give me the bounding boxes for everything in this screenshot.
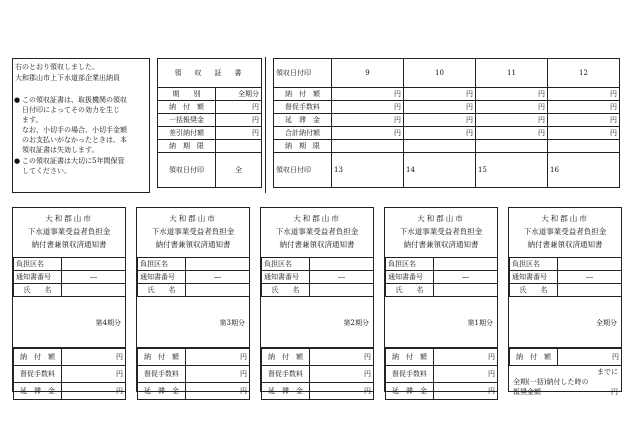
district-label: 負担区名 — [510, 258, 558, 271]
grid-row-label: 督促手数料 — [274, 101, 332, 114]
notice-label: 通知書番号 — [138, 271, 186, 284]
stamp-top-label: 領収日付印 — [274, 59, 332, 88]
late-label: 延 滞 金 — [262, 383, 310, 400]
fee-value: 円 — [186, 366, 250, 383]
perforation-line — [265, 57, 266, 193]
grid-cell — [404, 140, 476, 153]
notice-value: ― — [558, 271, 622, 284]
name-label: 氏 名 — [14, 284, 62, 297]
card-city: 大和郡山市 — [169, 214, 217, 223]
period-label: 第4期分 — [95, 319, 121, 327]
grid-cell: 円 — [404, 127, 476, 140]
card-title2: 納付書兼領収済通知書 — [155, 240, 231, 249]
grid-cell: 円 — [332, 127, 404, 140]
card-city: 大和郡山市 — [45, 214, 93, 223]
note-line2: 大和郡山市上下水道部企業出納員 — [15, 74, 120, 82]
card-header — [137, 208, 249, 257]
period-area — [385, 297, 497, 348]
receipt-table — [157, 58, 262, 188]
stamp-top-number: 11 — [476, 59, 548, 88]
notice-value: ― — [310, 271, 374, 284]
period-area — [13, 297, 125, 348]
lump-sum-area — [509, 366, 621, 398]
card-title1: 下水道事業受益者負担金 — [27, 227, 111, 236]
lump-value: 円 — [611, 388, 618, 396]
fee-value: 円 — [310, 366, 374, 383]
amount-label: 納 付 額 — [158, 101, 216, 114]
lump-label-b: 報奨金額 — [513, 388, 541, 396]
period-label: 全期分 — [596, 319, 617, 327]
amount-label: 納 付 額 — [262, 349, 310, 366]
grid-cell: 円 — [404, 114, 476, 127]
lump-reward-value: 円 — [216, 114, 262, 127]
name-label: 氏 名 — [262, 284, 310, 297]
notice-value: ― — [186, 271, 250, 284]
payment-card-1 — [384, 207, 498, 395]
late-label: 延 滞 金 — [138, 383, 186, 400]
stamp-grid — [273, 58, 620, 188]
late-value: 円 — [186, 383, 250, 400]
payment-card-2 — [260, 207, 374, 395]
net-amount-value: 円 — [216, 127, 262, 140]
grid-cell: 円 — [404, 88, 476, 101]
amount-value: 円 — [216, 101, 262, 114]
period-label: 第3期分 — [219, 319, 245, 327]
late-label: 延 滞 金 — [386, 383, 434, 400]
card-title2: 納付書兼領収済通知書 — [31, 240, 107, 249]
note-bullet1-c: ます。 — [22, 116, 43, 124]
district-label: 負担区名 — [262, 258, 310, 271]
stamp-bottom-number: 15 — [476, 153, 548, 188]
receipt-note — [12, 58, 150, 193]
grid-cell: 円 — [476, 88, 548, 101]
card-title2: 納付書兼領収済通知書 — [527, 240, 603, 249]
district-label: 負担区名 — [14, 258, 62, 271]
grid-cell: 円 — [332, 114, 404, 127]
district-value — [310, 258, 374, 271]
grid-cell: 円 — [548, 114, 620, 127]
bullet-icon: ● — [14, 157, 21, 165]
period-label: 第1期分 — [467, 319, 493, 327]
card-title1: 下水道事業受益者負担金 — [523, 227, 607, 236]
stamp-top-number: 10 — [404, 59, 476, 88]
payment-card-full — [508, 207, 622, 396]
due-date-label: 納 期 限 — [158, 140, 216, 153]
receipt-stamp-value: 全 — [216, 153, 262, 188]
stamp-top-number: 9 — [332, 59, 404, 88]
card-city: 大和郡山市 — [293, 214, 341, 223]
lump-label-a: 全期(一括)納付した時の — [513, 378, 589, 386]
grid-cell: 円 — [548, 88, 620, 101]
period-area — [261, 297, 373, 348]
name-label: 氏 名 — [386, 284, 434, 297]
grid-cell: 円 — [548, 101, 620, 114]
stamp-top-number: 12 — [548, 59, 620, 88]
card-title2: 納付書兼領収済通知書 — [403, 240, 479, 249]
grid-cell — [476, 140, 548, 153]
grid-row-label: 納 期 限 — [274, 140, 332, 153]
card-title1: 下水道事業受益者負担金 — [399, 227, 483, 236]
fee-label: 督促手数料 — [386, 366, 434, 383]
note-bullet2-b: してください。 — [22, 167, 71, 175]
stamp-bottom-number: 16 — [548, 153, 620, 188]
card-title2: 納付書兼領収済通知書 — [279, 240, 355, 249]
period-value: 全期分 — [216, 88, 262, 101]
stamp-bottom-label: 領収日付印 — [274, 153, 332, 188]
notice-label: 通知書番号 — [510, 271, 558, 284]
period-label: 第2期分 — [343, 319, 369, 327]
district-label: 負担区名 — [138, 258, 186, 271]
card-title1: 下水道事業受益者負担金 — [275, 227, 359, 236]
card-title1: 下水道事業受益者負担金 — [151, 227, 235, 236]
amount-label: 納 付 額 — [510, 349, 558, 366]
stamp-bottom-number: 13 — [332, 153, 404, 188]
notice-value: ― — [434, 271, 498, 284]
card-city: 大和郡山市 — [541, 214, 589, 223]
fee-value: 円 — [434, 366, 498, 383]
amount-value: 円 — [310, 349, 374, 366]
receipt-title: 領 収 証 書 — [158, 59, 262, 88]
district-value — [434, 258, 498, 271]
grid-row-label: 合計納付額 — [274, 127, 332, 140]
grid-row-label: 延 滞 金 — [274, 114, 332, 127]
period-area — [509, 297, 621, 348]
name-value — [62, 284, 126, 297]
card-city: 大和郡山市 — [417, 214, 465, 223]
note-bullet1-b: 日付印によってその効力を生じ — [22, 106, 120, 114]
amount-value: 円 — [434, 349, 498, 366]
district-value — [186, 258, 250, 271]
payment-card-3 — [136, 207, 250, 395]
amount-value: 円 — [62, 349, 126, 366]
name-value — [310, 284, 374, 297]
card-header — [13, 208, 125, 257]
card-header — [385, 208, 497, 257]
fee-label: 督促手数料 — [138, 366, 186, 383]
period-label: 期 別 — [158, 88, 216, 101]
note-line1: 右のとおり領収しました。 — [15, 63, 99, 71]
late-value: 円 — [434, 383, 498, 400]
notice-label: 通知書番号 — [262, 271, 310, 284]
note-sub-b: のお支払いがなかったときは、本 — [22, 136, 127, 144]
card-header — [261, 208, 373, 257]
fee-label: 督促手数料 — [262, 366, 310, 383]
grid-cell — [332, 140, 404, 153]
grid-cell: 円 — [548, 127, 620, 140]
notice-value: ― — [62, 271, 126, 284]
grid-cell — [548, 140, 620, 153]
period-area — [137, 297, 249, 348]
name-label: 氏 名 — [138, 284, 186, 297]
district-label: 負担区名 — [386, 258, 434, 271]
district-value — [558, 258, 622, 271]
name-value — [186, 284, 250, 297]
fee-label: 督促手数料 — [14, 366, 62, 383]
fee-value: 円 — [62, 366, 126, 383]
grid-cell: 円 — [476, 101, 548, 114]
amount-value: 円 — [186, 349, 250, 366]
district-value — [62, 258, 126, 271]
grid-cell: 円 — [476, 114, 548, 127]
notice-label: 通知書番号 — [14, 271, 62, 284]
amount-label: 納 付 額 — [138, 349, 186, 366]
grid-row-label: 納 付 額 — [274, 88, 332, 101]
bullet-icon: ● — [14, 96, 21, 104]
name-value — [558, 284, 622, 297]
amount-value: 円 — [558, 349, 622, 366]
amount-label: 納 付 額 — [386, 349, 434, 366]
card-header — [509, 208, 621, 257]
grid-cell: 円 — [332, 88, 404, 101]
name-value — [434, 284, 498, 297]
note-bullet1-a: この領収証書は、取扱機関の領収 — [22, 96, 127, 104]
name-label: 氏 名 — [510, 284, 558, 297]
amount-label: 納 付 額 — [14, 349, 62, 366]
grid-cell: 円 — [404, 101, 476, 114]
notice-label: 通知書番号 — [386, 271, 434, 284]
receipt-stamp-label: 領収日付印 — [158, 153, 216, 188]
note-sub-a: なお、小切手の場合、小切手金額 — [22, 126, 127, 134]
payment-card-4 — [12, 207, 126, 395]
until-label: までに — [597, 368, 618, 376]
grid-cell: 円 — [476, 127, 548, 140]
note-sub-c: 領収証書は失効します。 — [22, 146, 99, 154]
net-amount-label: 差引納付額 — [158, 127, 216, 140]
late-value: 円 — [310, 383, 374, 400]
note-bullet2-a: この領収証書は大切に5年間保管 — [22, 157, 125, 165]
late-value: 円 — [62, 383, 126, 400]
lump-reward-label: 一括報奨金 — [158, 114, 216, 127]
grid-cell: 円 — [332, 101, 404, 114]
due-date-value — [216, 140, 262, 153]
stamp-bottom-number: 14 — [404, 153, 476, 188]
late-label: 延 滞 金 — [14, 383, 62, 400]
